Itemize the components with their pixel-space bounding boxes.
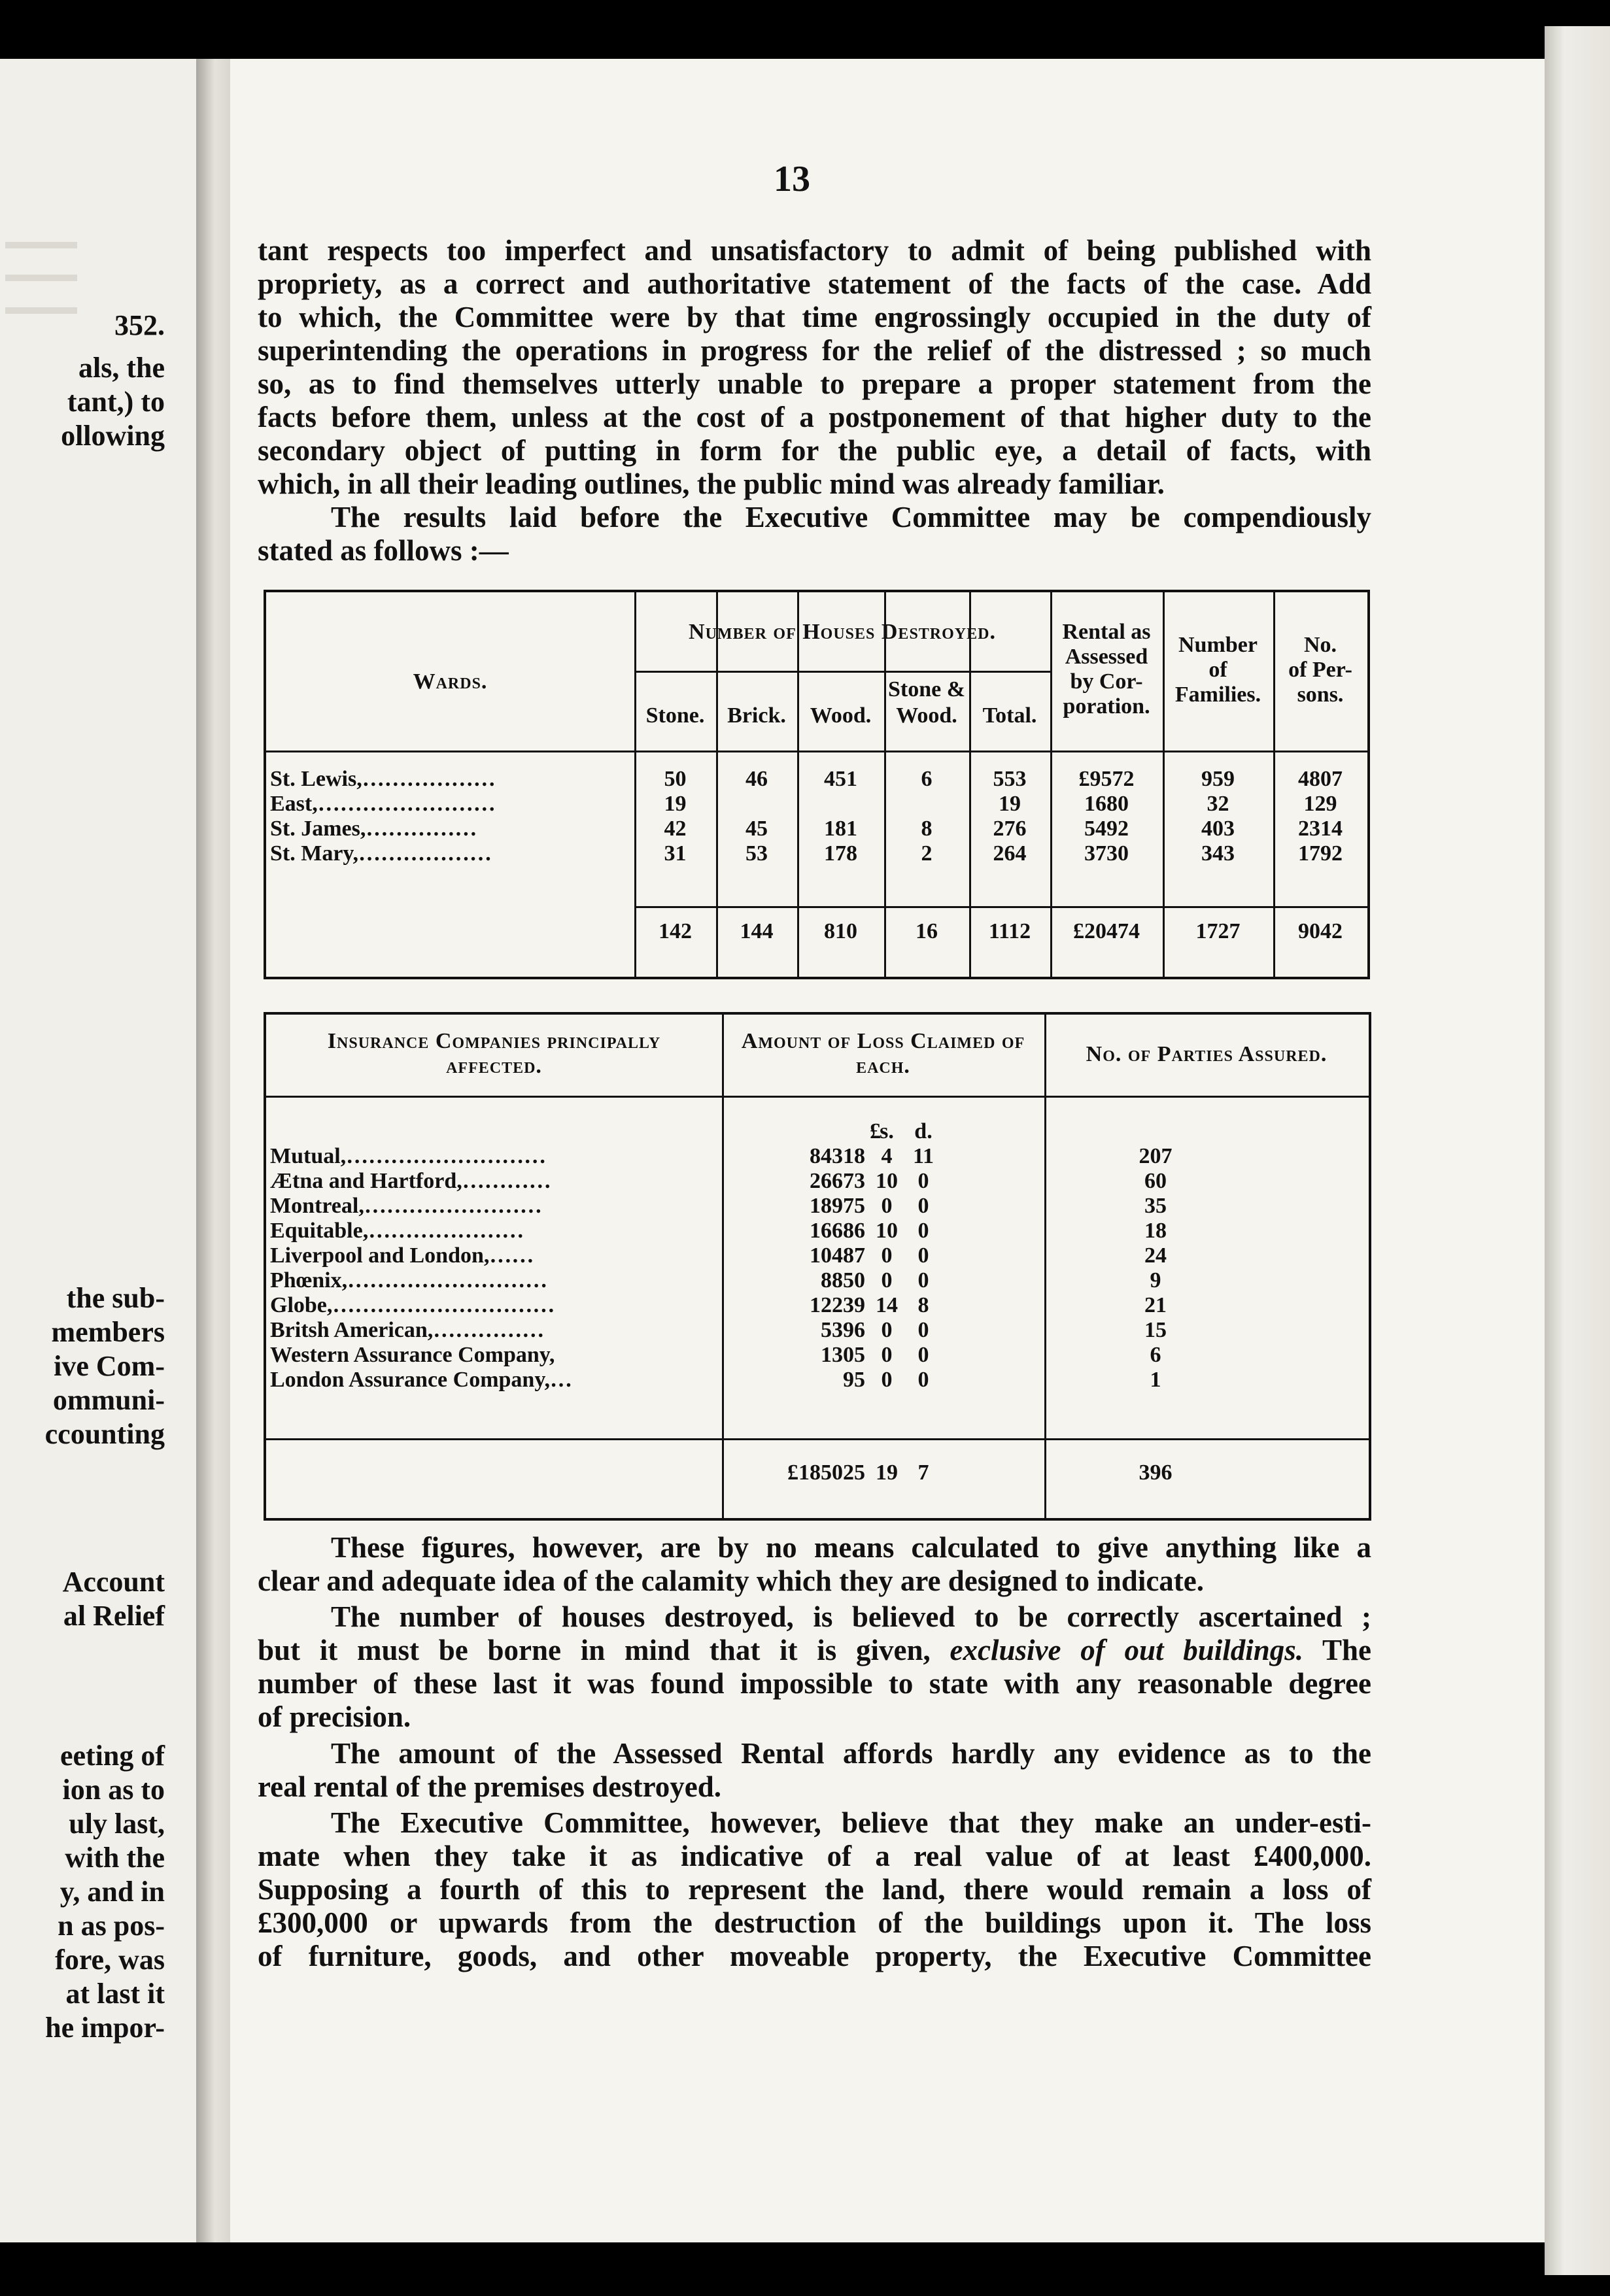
left-page-fragment: eeting of	[60, 1740, 165, 1772]
faint-text-mark	[5, 307, 77, 314]
header-parties: No. of Parties Assured.	[1086, 1042, 1327, 1066]
company-name: Britsh American,……………	[270, 1318, 545, 1342]
left-page-fragment: fore, was	[55, 1944, 165, 1976]
header-wards: Wards.	[413, 669, 488, 694]
table-cell: 6	[1150, 1343, 1161, 1367]
table-cell: 0	[881, 1368, 893, 1392]
text-line: tant respects too imperfect and unsatisfactory to admit of being published with	[258, 234, 1371, 267]
table-cell: 553	[993, 767, 1027, 791]
table-cell: 4807	[1298, 767, 1343, 791]
table-cell: 0	[917, 1268, 929, 1292]
left-page-fragment: als, the	[78, 352, 165, 384]
table-cell: 0	[881, 1243, 893, 1268]
company-name: Liverpool and London,……	[270, 1243, 534, 1268]
text-segment: The	[1322, 1634, 1372, 1666]
table-cell: 0	[917, 1318, 929, 1342]
total-pounds: £185025	[787, 1460, 865, 1485]
table-cell: 0	[917, 1219, 929, 1243]
paragraph-estimate	[258, 1806, 1371, 1973]
total-shillings: 19	[876, 1460, 898, 1485]
left-page-fragment: al Relief	[63, 1600, 165, 1632]
paragraph-houses	[258, 1600, 1371, 1734]
table-cell: 1	[1150, 1368, 1161, 1392]
table-cell: 0	[881, 1343, 893, 1367]
table-cell: 26673	[810, 1169, 865, 1193]
table-cell: 24	[1144, 1243, 1167, 1268]
column-rule	[722, 1015, 724, 1518]
paragraph-continued	[258, 234, 1371, 501]
left-facing-page	[0, 59, 196, 2242]
text-line: facts before them, unless at the cost of a postponement of that higher duty to the	[258, 401, 1371, 433]
company-name: Ætna and Hartford,…………	[270, 1169, 551, 1193]
text-line: secondary object of putting in form for the public eye, a detail of facts, with	[258, 434, 1371, 467]
table-cell: 46	[745, 767, 768, 791]
header-persons: sons.	[1297, 683, 1344, 707]
table-cell: 3730	[1084, 841, 1129, 866]
total-cell: 16	[916, 919, 938, 943]
page-edge	[1545, 26, 1610, 2275]
table-cell: 0	[917, 1368, 929, 1392]
table-cell: 15	[1144, 1318, 1167, 1342]
left-page-fragment: y, and in	[60, 1876, 165, 1908]
text-line: clear and adequate idea of the calamity which they are designed to indicate.	[258, 1564, 1205, 1597]
table-cell: 0	[881, 1194, 893, 1218]
table-cell: 129	[1303, 792, 1337, 816]
header-companies: Insurance Companies principally	[327, 1029, 661, 1053]
total-pence: 7	[917, 1460, 929, 1485]
column-rule	[1044, 1015, 1046, 1518]
text-line	[258, 1634, 1371, 1667]
header-stone-wood: Stone &	[887, 677, 966, 701]
header-wood: Wood.	[810, 703, 872, 728]
left-page-fragment: the sub-	[66, 1282, 165, 1314]
header-families: Families.	[1174, 683, 1261, 707]
table-cell: 32	[1207, 792, 1229, 816]
company-name: Globe,…………………………	[270, 1293, 555, 1317]
table-cell: 84318	[810, 1144, 865, 1168]
total-parties: 396	[1139, 1460, 1173, 1485]
table-cell: 0	[881, 1318, 893, 1342]
table-cell: 403	[1201, 817, 1235, 841]
table-cell: 12239	[810, 1293, 865, 1317]
table-cell: 178	[824, 841, 857, 866]
left-page-fragment: ollowing	[61, 420, 165, 452]
table-cell: 14	[876, 1293, 898, 1317]
text-line: The amount of the Assessed Rental affords hardly any evidence as to the	[331, 1737, 1371, 1770]
table-cell: 19	[664, 792, 687, 816]
table-cell: 1680	[1084, 792, 1129, 816]
table-cell: 31	[664, 841, 687, 866]
left-page-fragment: ive Com-	[54, 1350, 165, 1382]
header-rental: Rental as	[1062, 620, 1151, 644]
header-rule	[266, 1096, 1369, 1098]
faint-text-mark	[5, 275, 77, 281]
text-line: These figures, however, are by no means calculated to give anything like a	[331, 1531, 1371, 1564]
insurance-table	[264, 1012, 1371, 1521]
table-cell: 6	[921, 767, 933, 791]
text-line: superintending the operations in progress for the relief of the distressed ; so much	[258, 334, 1371, 367]
table-cell: 10487	[810, 1243, 865, 1268]
text-line: propriety, as a correct and authoritative statement of the facts of the case. Add	[258, 267, 1371, 300]
ward-name: East,……………………	[270, 792, 496, 816]
left-page-fragment: uly last,	[69, 1808, 165, 1840]
left-page-fragment: tant,) to	[67, 386, 165, 418]
total-rule	[634, 906, 1367, 908]
table-cell: 5396	[821, 1318, 865, 1342]
company-name: Montreal,……………………	[270, 1194, 542, 1218]
left-page-fragment: at last it	[65, 1978, 165, 2010]
table-cell: 18	[1144, 1219, 1167, 1243]
table-cell: 959	[1201, 767, 1235, 791]
left-page-fragment: Account	[62, 1566, 165, 1598]
header-persons: No.	[1303, 633, 1337, 657]
table-cell: 1792	[1298, 841, 1343, 866]
table-cell: 181	[824, 817, 857, 841]
header-rental: by Cor-	[1070, 669, 1143, 694]
paragraph-results	[258, 501, 1371, 567]
table-cell: 0	[917, 1194, 929, 1218]
table-cell: 10	[876, 1169, 898, 1193]
table-cell: 207	[1139, 1144, 1173, 1168]
table-cell: 19	[999, 792, 1021, 816]
table-cell: 10	[876, 1219, 898, 1243]
table-cell: 8	[921, 817, 933, 841]
header-stone-wood: Wood.	[896, 703, 957, 728]
text-line: stated as follows :—	[258, 534, 509, 567]
table-cell: 60	[1144, 1169, 1167, 1193]
header-brick: Brick.	[727, 703, 786, 728]
text-line: The number of houses destroyed, is believed to be correctly ascertained ;	[331, 1600, 1371, 1633]
table-cell: 5492	[1084, 817, 1129, 841]
left-page-fragment: 352.	[114, 309, 165, 341]
left-page-fragment: with the	[65, 1842, 165, 1874]
left-page-fragment: members	[51, 1316, 165, 1348]
table-cell: 8	[917, 1293, 929, 1317]
table-cell: 53	[745, 841, 768, 866]
table-cell: 16686	[810, 1219, 865, 1243]
text-line: number of these last it was found impossible to state with any reasonable degree	[258, 1667, 1371, 1700]
table-cell: 0	[881, 1268, 893, 1292]
company-name: London Assurance Company,…	[270, 1368, 572, 1392]
left-page-fragment: ccounting	[44, 1418, 165, 1450]
text-line: Supposing a fourth of this to represent the land, there would remain a loss of	[258, 1873, 1371, 1906]
unit-pence: d.	[914, 1119, 933, 1143]
table-cell: 2314	[1298, 817, 1343, 841]
company-name: Equitable,…………………	[270, 1219, 524, 1243]
total-cell: 810	[824, 919, 857, 943]
table-cell: 21	[1144, 1293, 1167, 1317]
text-line: of furniture, goods, and other moveable property, the Executive Committee	[258, 1940, 1371, 1972]
header-total: Total.	[982, 703, 1037, 728]
table-cell: 4	[881, 1144, 893, 1168]
unit-shillings: s.	[880, 1119, 894, 1143]
table-cell: 343	[1201, 841, 1235, 866]
total-rule	[266, 1438, 1369, 1440]
header-stone: Stone.	[645, 703, 705, 728]
table-cell: 18975	[810, 1194, 865, 1218]
header-families: of	[1208, 658, 1227, 682]
table-cell: 0	[917, 1243, 929, 1268]
unit-pounds: £	[870, 1119, 881, 1143]
table-cell: 2	[921, 841, 933, 866]
book-gutter	[196, 59, 230, 2242]
text-line: £300,000 or upwards from the destruction of the buildings upon it. The loss	[258, 1906, 1371, 1939]
page-number: 13	[774, 159, 810, 199]
header-companies: affected.	[446, 1054, 542, 1078]
ward-name: St. Mary,………………	[270, 841, 492, 866]
table-cell: 8850	[821, 1268, 865, 1292]
text-line: real rental of the premises destroyed.	[258, 1770, 722, 1803]
total-cell: 144	[740, 919, 774, 943]
total-cell: 1727	[1195, 919, 1241, 943]
text-line: which, in all their leading outlines, the public mind was already familiar.	[258, 467, 1165, 500]
table-cell: £9572	[1078, 767, 1135, 791]
table-cell: 50	[664, 767, 687, 791]
faint-text-mark	[5, 242, 77, 248]
text-line: so, as to find themselves utterly unable to prepare a proper statement from the	[258, 367, 1371, 400]
company-name: Western Assurance Company,	[270, 1343, 555, 1367]
header-rental: Assessed	[1065, 645, 1148, 669]
paragraph-figures	[258, 1531, 1371, 1598]
left-page-fragment: ommuni-	[52, 1384, 165, 1416]
total-cell: 9042	[1298, 919, 1343, 943]
text-line: of precision.	[258, 1700, 411, 1733]
paragraph-rental	[258, 1737, 1371, 1804]
text-line: The results laid before the Executive Committee may be compendiously	[331, 501, 1371, 533]
emphasis-text: exclusive of out buildings.	[950, 1634, 1304, 1666]
table-cell: 42	[664, 817, 687, 841]
total-cell: 1112	[988, 919, 1031, 943]
header-families: Number	[1178, 633, 1258, 657]
ward-name: St. James,……………	[270, 817, 477, 841]
text-line: to which, the Committee were by that time engrossingly occupied in the duty of	[258, 301, 1371, 333]
ward-name: St. Lewis,………………	[270, 767, 496, 791]
total-cell: 142	[659, 919, 692, 943]
table-cell: 264	[993, 841, 1027, 866]
header-rental: poration.	[1063, 694, 1150, 718]
table-cell: 1305	[821, 1343, 865, 1367]
text-line: The Executive Committee, however, believe that they make an under-esti-	[331, 1806, 1371, 1839]
left-page-fragment: he impor-	[45, 2012, 165, 2044]
header-amount: each.	[856, 1054, 910, 1078]
wards-table	[264, 590, 1370, 979]
table-cell: 45	[745, 817, 768, 841]
header-houses-destroyed: Number of Houses Destroyed.	[689, 620, 996, 644]
header-rule	[266, 751, 1367, 752]
company-name: Mutual,………………………	[270, 1144, 547, 1168]
table-cell: 0	[917, 1169, 929, 1193]
company-name: Phœnix,………………………	[270, 1268, 548, 1292]
table-cell: 35	[1144, 1194, 1167, 1218]
table-cell: 276	[993, 817, 1027, 841]
text-line: mate when they take it as indicative of a real value of at least £400,000.	[258, 1840, 1371, 1872]
left-page-fragment: ion as to	[62, 1774, 165, 1806]
header-persons: of Per-	[1288, 658, 1352, 682]
header-rule	[634, 671, 1050, 673]
table-cell: 9	[1150, 1268, 1161, 1292]
table-cell: 451	[824, 767, 857, 791]
table-cell: 11	[912, 1144, 934, 1168]
header-amount: Amount of Loss Claimed of	[741, 1029, 1025, 1053]
table-cell: 95	[843, 1368, 865, 1392]
table-cell: 0	[917, 1343, 929, 1367]
total-cell: £20474	[1073, 919, 1140, 943]
left-page-fragment: n as pos-	[58, 1910, 165, 1942]
text-segment: but it must be borne in mind that it is given,	[258, 1634, 931, 1666]
